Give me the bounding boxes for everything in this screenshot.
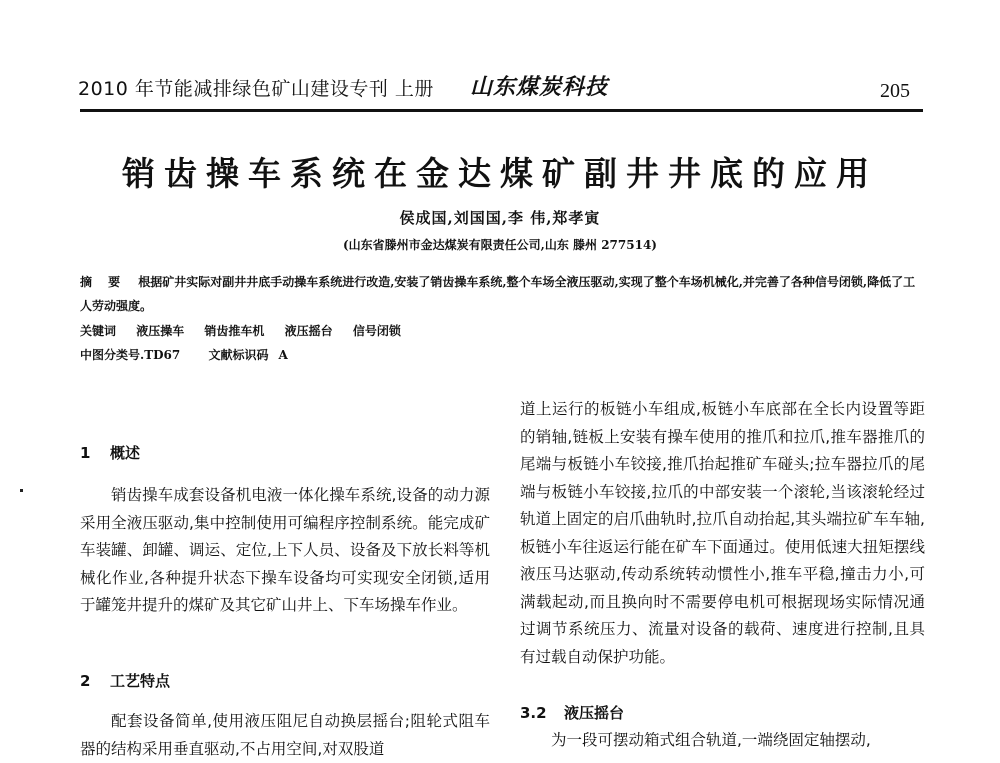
section-2-heading bbox=[80, 668, 490, 696]
section-1-heading bbox=[80, 440, 490, 468]
section-number: 2 bbox=[80, 672, 91, 690]
journal-logo: 山东煤炭科技 bbox=[470, 74, 609, 100]
header-divider bbox=[80, 109, 923, 112]
section-1-paragraph: 销齿操车成套设备机电液一体化操车系统,设备的动力源采用全液压驱动,集中控制使用可编程序控制系统。能完成矿车装罐、卸罐、调运、定位,上下人员、设备及下放长料等机械化作业,各种提升状态下操车设备均可实现安全闭锁,适用于罐笼井提升的煤矿及其它矿山井上、下车场操车作业。 bbox=[80, 486, 490, 614]
article-affiliation: (山东省滕州市金达煤炭有限责任公司,山东 滕州 277514) bbox=[343, 238, 657, 252]
section-number: 1 bbox=[80, 444, 91, 462]
section-3-2-heading bbox=[520, 700, 925, 728]
section-3-2-paragraph: 为一段可摆动箱式组合轨道,一端绕固定轴摆动, bbox=[551, 731, 871, 749]
keyword: 液压摇台 bbox=[284, 324, 333, 338]
clc-label: 中图分类号 bbox=[80, 348, 141, 362]
keyword: 信号闭锁 bbox=[352, 324, 401, 338]
doc-code-value: A bbox=[278, 348, 288, 362]
section-title: 工艺特点 bbox=[110, 672, 171, 690]
section-number: 3.2 bbox=[520, 704, 547, 722]
section-title: 液压摇台 bbox=[564, 704, 625, 722]
keyword: 液压操车 bbox=[136, 324, 185, 338]
continued-paragraph: 道上运行的板链小车组成,板链小车底部在全长内设置等距的销轴,链板上安装有操车使用的推爪和拉爪,推车器推爪的尾端与板链小车铰接,推爪抬起推矿车碰头;拉车器拉爪的尾端与板链小车铰接,拉爪的中部安装一个滚轮,当该滚轮经过轨道上固定的启爪曲轨时,拉爪自动抬起,其头端拉矿车车轴,板链小车往返运行能在矿车下面通过。使用低速大扭矩摆线液压马达驱动,传动系统转动惯性小,推车平稳,撞击力小,可满载起动,而且换向时不需要停电机可根据现场实际情况通过调节系统压力、流量对设备的载荷、速度进行控制,且具有过载自动保护功能。 bbox=[520, 400, 925, 666]
clc-entry: 中图分类号.TD67 bbox=[80, 348, 181, 362]
section-2-paragraph: 配套设备简单,使用液压阻尼自动换层摇台;阻轮式阻车器的结构采用垂直驱动,不占用空间,对双股道 bbox=[80, 712, 490, 758]
article-authors: 侯成国,刘国国,李 伟,郑孝寅 bbox=[399, 209, 601, 227]
doc-code-label: 文献标识码 bbox=[208, 348, 269, 362]
section-title: 概述 bbox=[110, 444, 141, 462]
abstract bbox=[80, 270, 925, 318]
scan-speck bbox=[20, 489, 23, 492]
keywords-label: 关键词 bbox=[80, 324, 117, 338]
abstract-label: 摘 要 bbox=[80, 275, 127, 289]
journal-issue-header: 2010 年节能减排绿色矿山建设专刊 上册 bbox=[78, 78, 434, 100]
clc-value: TD67 bbox=[144, 348, 181, 362]
article-title: 销齿操车系统在金达煤矿副井井底的应用 bbox=[122, 154, 878, 193]
classification-line bbox=[80, 346, 312, 363]
page-number: 205 bbox=[880, 80, 910, 102]
keyword: 销齿推车机 bbox=[204, 324, 265, 338]
abstract-text: 根据矿井实际对副井井底手动操车系统进行改造,安装了销齿操车系统,整个车场全液压驱动,实现了整个车场机械化,并完善了各种信号闭锁,降低了工人劳动强度。 bbox=[80, 275, 916, 313]
keywords-line bbox=[80, 322, 417, 339]
